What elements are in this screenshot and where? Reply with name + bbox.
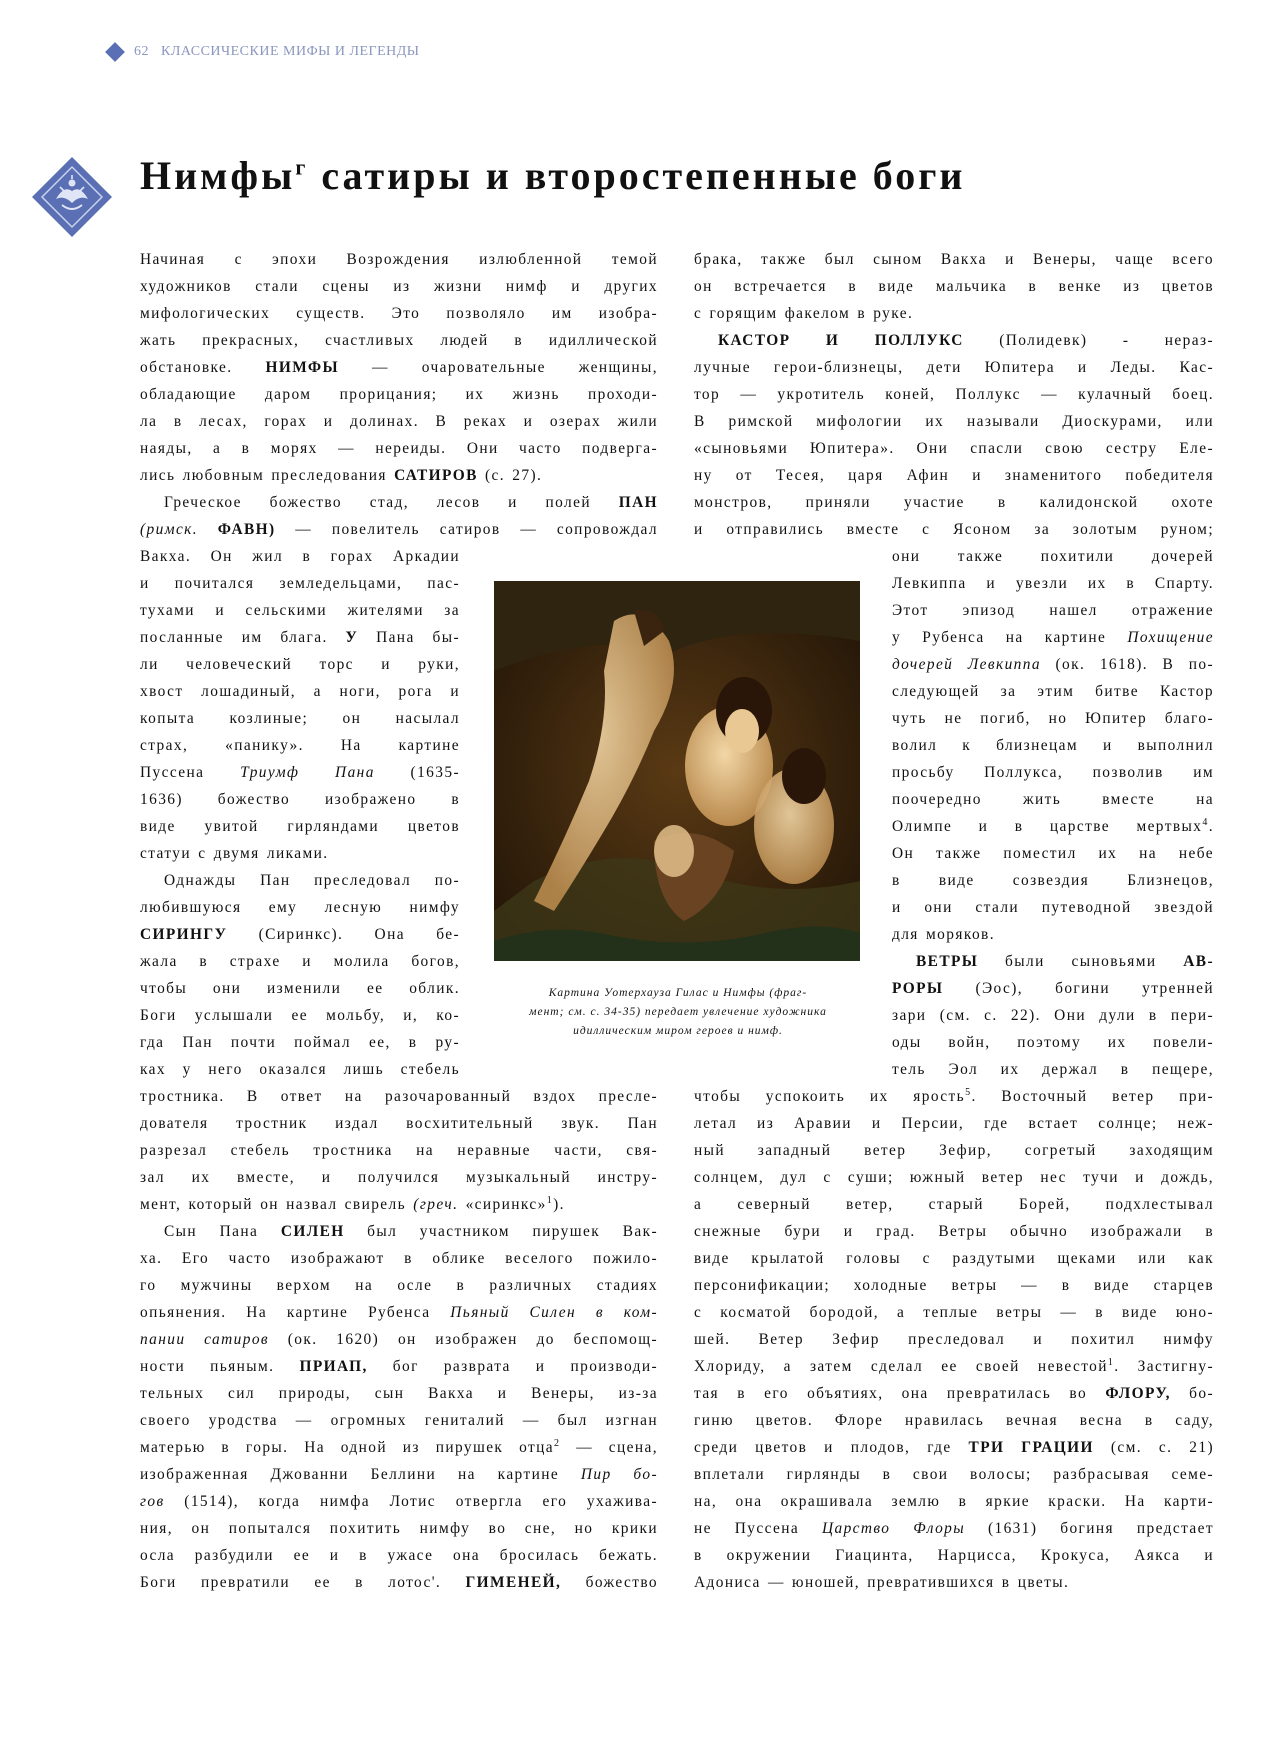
text-line: ный западный ветер Зефир, согретый заходящим xyxy=(694,1142,1214,1159)
text-line: в виде созвездия Близнецов, xyxy=(892,872,1214,889)
text-line: у Рубенса на картине Похищение xyxy=(892,629,1214,646)
text-line: СИРИНГУ (Сиринкс). Она бе- xyxy=(140,926,460,943)
text-line: в окружении Гиацинта, Нарцисса, Крокуса, Аякса и xyxy=(694,1547,1214,1564)
text-line: художников стали сцены из жизни нимф и других xyxy=(140,278,658,295)
text-line: жала в страхе и молила богов, xyxy=(140,953,460,970)
text-line: а северный ветер, старый Борей, подхлестывал xyxy=(694,1196,1214,1213)
text-line: среди цветов и плодов, где ТРИ ГРАЦИИ (см. с. 21) xyxy=(694,1439,1214,1456)
text-line: КАСТОР И ПОЛЛУКС (Полидевк) - нераз- xyxy=(718,332,1214,349)
text-line: оды войн, поэтому их повели- xyxy=(892,1034,1214,1051)
text-line: не Пуссена Царство Флоры (1631) богиня предстает xyxy=(694,1520,1214,1537)
text-line: Сын Пана СИЛЕН был участником пирушек Вак- xyxy=(164,1223,658,1240)
text-line: зал их вместе, и получился музыкальный инстру- xyxy=(140,1169,658,1186)
text-line: ли человеческий торс и руки, xyxy=(140,656,460,673)
text-line: вплетали гирлянды в свои волосы; разбрасывая семе- xyxy=(694,1466,1214,1483)
figure-caption xyxy=(490,984,866,1041)
text-line: виде увитой гирляндами цветов xyxy=(140,818,460,835)
text-line: хвост лошадиный, а ноги, рога и xyxy=(140,683,460,700)
text-line: РОРЫ (Эос), богини утренней xyxy=(892,980,1214,997)
text-line: разрезал стебель тростника на неравные части, свя- xyxy=(140,1142,658,1159)
text-line: лучные герои-близнецы, дети Юпитера и Леды. Кас- xyxy=(694,359,1214,376)
page-number: 62 xyxy=(134,44,149,59)
text-line: страх, «панику». На картине xyxy=(140,737,460,754)
text-line: статуи с двумя ликами. xyxy=(140,845,329,862)
text-line: го мужчины верхом на осле в различных стадиях xyxy=(140,1277,658,1294)
caption-line: Картина Уотерхауза Гилас и Нимфы (фраг- xyxy=(548,987,808,999)
text-line: волил к близнецам и выполнил xyxy=(892,737,1214,754)
text-line: ну от Тесея, царя Афин и знаменитого победителя xyxy=(694,467,1214,484)
text-line: Греческое божество стад, лесов и полей ПАН xyxy=(164,494,658,511)
text-line: ности пьяным. ПРИАП, бог разврата и производи- xyxy=(140,1358,658,1375)
text-line: тая в его объятиях, она превратилась во ФЛОРУ, бо- xyxy=(694,1385,1214,1402)
text-line: матерью в горы. На одной из пирушек отца$^2$ — сцена, xyxy=(140,1437,658,1456)
text-line: солнцем, дул с суши; южный ветер нес тучи и дождь, xyxy=(694,1169,1214,1186)
text-line: Однажды Пан преследовал по- xyxy=(164,872,460,889)
running-title: КЛАССИЧЕСКИЕ МИФЫ И ЛЕГЕНДЫ xyxy=(161,44,420,59)
text-line: гиню цветов. Флоре нравилась вечная весна в саду, xyxy=(694,1412,1214,1429)
diamond-bullet-icon xyxy=(105,42,125,62)
text-line: ния, он попытался похитить нимфу во сне, но крики xyxy=(140,1520,658,1537)
text-line: В римской мифологии их называли Диоскурами, или xyxy=(694,413,1214,430)
text-line: с косматой бородой, а теплые ветры — в виде юно- xyxy=(694,1304,1214,1321)
text-line: Этот эпизод нашел отражение xyxy=(892,602,1214,619)
text-line: и они стали путеводной звездой xyxy=(892,899,1214,916)
text-line: тор — укротитель коней, Поллукс — кулачный боец. xyxy=(694,386,1214,403)
text-line: ла в лесах, горах и долинах. В реках и озерах жили xyxy=(140,413,658,430)
text-line: «сыновьями Юпитера». Они спасли свою сестру Еле- xyxy=(694,440,1214,457)
page-title: Нимфы$^г$ сатиры и второстепенные боги xyxy=(140,153,966,198)
text-line: следующей за этим битве Кастор xyxy=(892,683,1214,700)
text-line: Пуссена Триумф Пана (1635- xyxy=(140,764,460,781)
text-line: ВЕТРЫ были сыновьями АВ- xyxy=(916,953,1214,970)
text-line: своего уродства — огромных гениталий — был изгнан xyxy=(140,1412,658,1429)
text-line: опьянения. На картине Рубенса Пьяный Силен в ком- xyxy=(140,1304,658,1321)
text-line: он встречается в виде мальчика в венке из цветов xyxy=(694,278,1214,295)
text-line: гов (1514), когда нимфа Лотис отвергла его ухажива- xyxy=(140,1493,658,1510)
text-line: гда Пан почти поймал ее, в ру- xyxy=(140,1034,460,1051)
painting-image xyxy=(494,581,860,961)
text-line: они также похитили дочерей xyxy=(892,548,1214,565)
text-line: тель Эол их держал в пещере, xyxy=(892,1061,1214,1078)
caption-line: мент; см. с. 34-35) передает увлечение художника xyxy=(529,1006,827,1018)
text-line: на, она окрашивала землю в яркие краски. На карти- xyxy=(694,1493,1214,1510)
text-line: пании сатиров (ок. 1620) он изображен до беспомощ- xyxy=(140,1331,658,1348)
text-line: Начиная с эпохи Возрождения излюбленной темой xyxy=(140,251,658,268)
text-line: для моряков. xyxy=(892,926,995,943)
text-line: летал из Аравии и Персии, где встает солнце; неж- xyxy=(694,1115,1214,1132)
text-line: тростника. В ответ на разочарованный вздох пресле- xyxy=(140,1088,658,1105)
text-line: с горящим факелом в руке. xyxy=(694,305,914,322)
text-line: брака, также был сыном Вакха и Венеры, чаще всего xyxy=(694,251,1214,268)
text-line: 1636) божество изображено в xyxy=(140,791,460,808)
text-line: ках у него оказался лишь стебель xyxy=(140,1061,460,1078)
text-line: тухами и сельскими жителями за xyxy=(140,602,460,619)
text-line: тельных сил природы, сын Вакха и Венеры, из-за xyxy=(140,1385,658,1402)
text-line: Боги превратили ее в лотос'. ГИМЕНЕЙ, божество xyxy=(140,1574,658,1591)
text-line: копыта козлиные; он насылал xyxy=(140,710,460,727)
text-line: и отправились вместе с Ясоном за золотым руном; xyxy=(694,521,1214,538)
text-line: осла разбудили ее и в ужасе она бросилась бежать. xyxy=(140,1547,658,1564)
text-line: Он также поместил их на небе xyxy=(892,845,1214,862)
text-line: просьбу Поллукса, позволив им xyxy=(892,764,1214,781)
text-line: мифологических существ. Это позволяло им изобра- xyxy=(140,305,658,322)
caption-line: идиллическим миром героев и нимф. xyxy=(573,1025,783,1037)
text-line: чтобы они изменили ее облик. xyxy=(140,980,460,997)
text-line: наяды, а в морях — нереиды. Они часто подверга- xyxy=(140,440,658,457)
text-line: персонификации; холодные ветры — в виде старцев xyxy=(694,1277,1214,1294)
text-line: зари (см. с. 22). Они дули в пери- xyxy=(892,1007,1214,1024)
text-line: лись любовным преследования САТИРОВ (с. 27). xyxy=(140,467,543,484)
text-line: Адониса — юношей, превратившихся в цветы. xyxy=(694,1574,1070,1591)
text-line: дователя тростник издал восхитительный звук. Пан xyxy=(140,1115,658,1132)
text-line: снежные бури и град. Ветры обычно изображали в xyxy=(694,1223,1214,1240)
text-line: чтобы успокоить их ярость$^5$. Восточный ветер при- xyxy=(694,1086,1214,1105)
text-line: посланные им блага. У Пана бы- xyxy=(140,629,460,646)
text-line: любившуюся ему лесную нимфу xyxy=(140,899,460,916)
text-line: шей. Ветер Зефир преследовал и похитил нимфу xyxy=(694,1331,1214,1348)
text-line: ха. Его часто изображают в облике веселого пожило- xyxy=(140,1250,658,1267)
text-line: (римск. ФАВН) — повелитель сатиров — сопровождал xyxy=(140,521,658,538)
text-line: изображенная Джованни Беллини на картине Пир бо- xyxy=(140,1466,658,1483)
text-line: обладающие даром прорицания; их жизнь проходи- xyxy=(140,386,658,403)
text-line: и почитался земледельцами, пас- xyxy=(140,575,460,592)
text-line: виде крылатой головы с раздутыми щеками или как xyxy=(694,1250,1214,1267)
text-line: Хлориду, а затем сделал ее своей невестой$^1$. Застигну- xyxy=(694,1356,1214,1375)
text-line: обстановке. НИМФЫ — очаровательные женщины, xyxy=(140,359,658,376)
text-line: дочерей Левкиппа (ок. 1618). В по- xyxy=(892,656,1214,673)
ornament-emblem-icon xyxy=(30,155,114,239)
text-line: монстров, приняли участие в калидонской охоте xyxy=(694,494,1214,511)
text-line: поочередно жить вместе на xyxy=(892,791,1214,808)
text-line: Левкиппа и увезли их в Спарту. xyxy=(892,575,1214,592)
running-head xyxy=(108,40,420,64)
text-line: Олимпе и в царстве мертвых$^4$. xyxy=(892,816,1214,835)
text-line: жать прекрасных, счастливых людей в идиллической xyxy=(140,332,658,349)
text-line: Вакха. Он жил в горах Аркадии xyxy=(140,548,460,565)
text-line: Боги услышали ее мольбу, и, ко- xyxy=(140,1007,460,1024)
text-line: мент, который он назвал свирель (греч. «сиринкс»$^1$). xyxy=(140,1194,565,1213)
text-line: чуть не погиб, но Юпитер благо- xyxy=(892,710,1214,727)
